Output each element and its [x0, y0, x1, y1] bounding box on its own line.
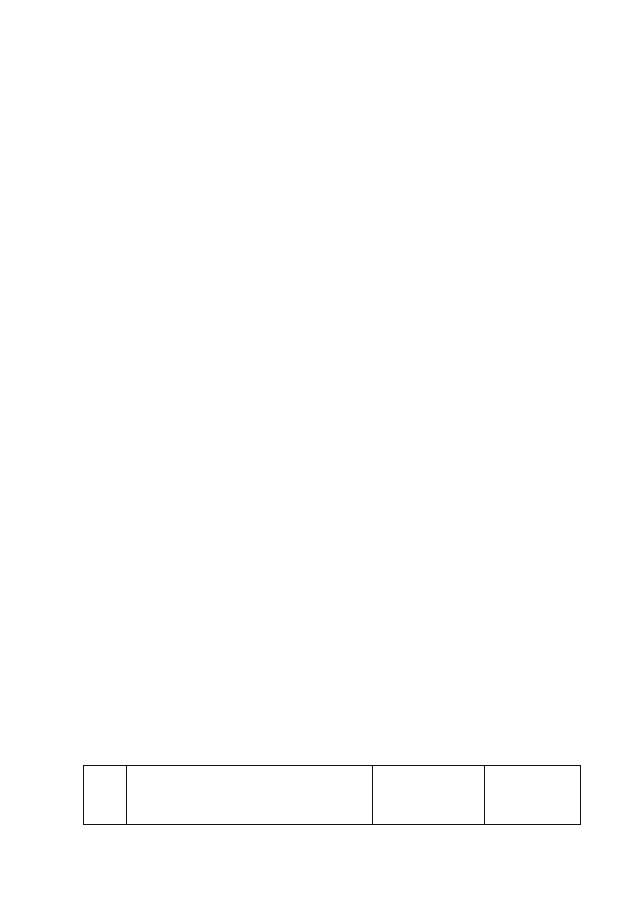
section-heading [83, 556, 587, 572]
header-salary-size [485, 766, 581, 825]
table-header-row [84, 766, 581, 825]
salary-table [83, 765, 581, 825]
salary-table-wrap [83, 765, 581, 825]
header-position-name [373, 766, 485, 825]
header-qualification-groups [127, 766, 373, 825]
header-number [84, 766, 127, 825]
